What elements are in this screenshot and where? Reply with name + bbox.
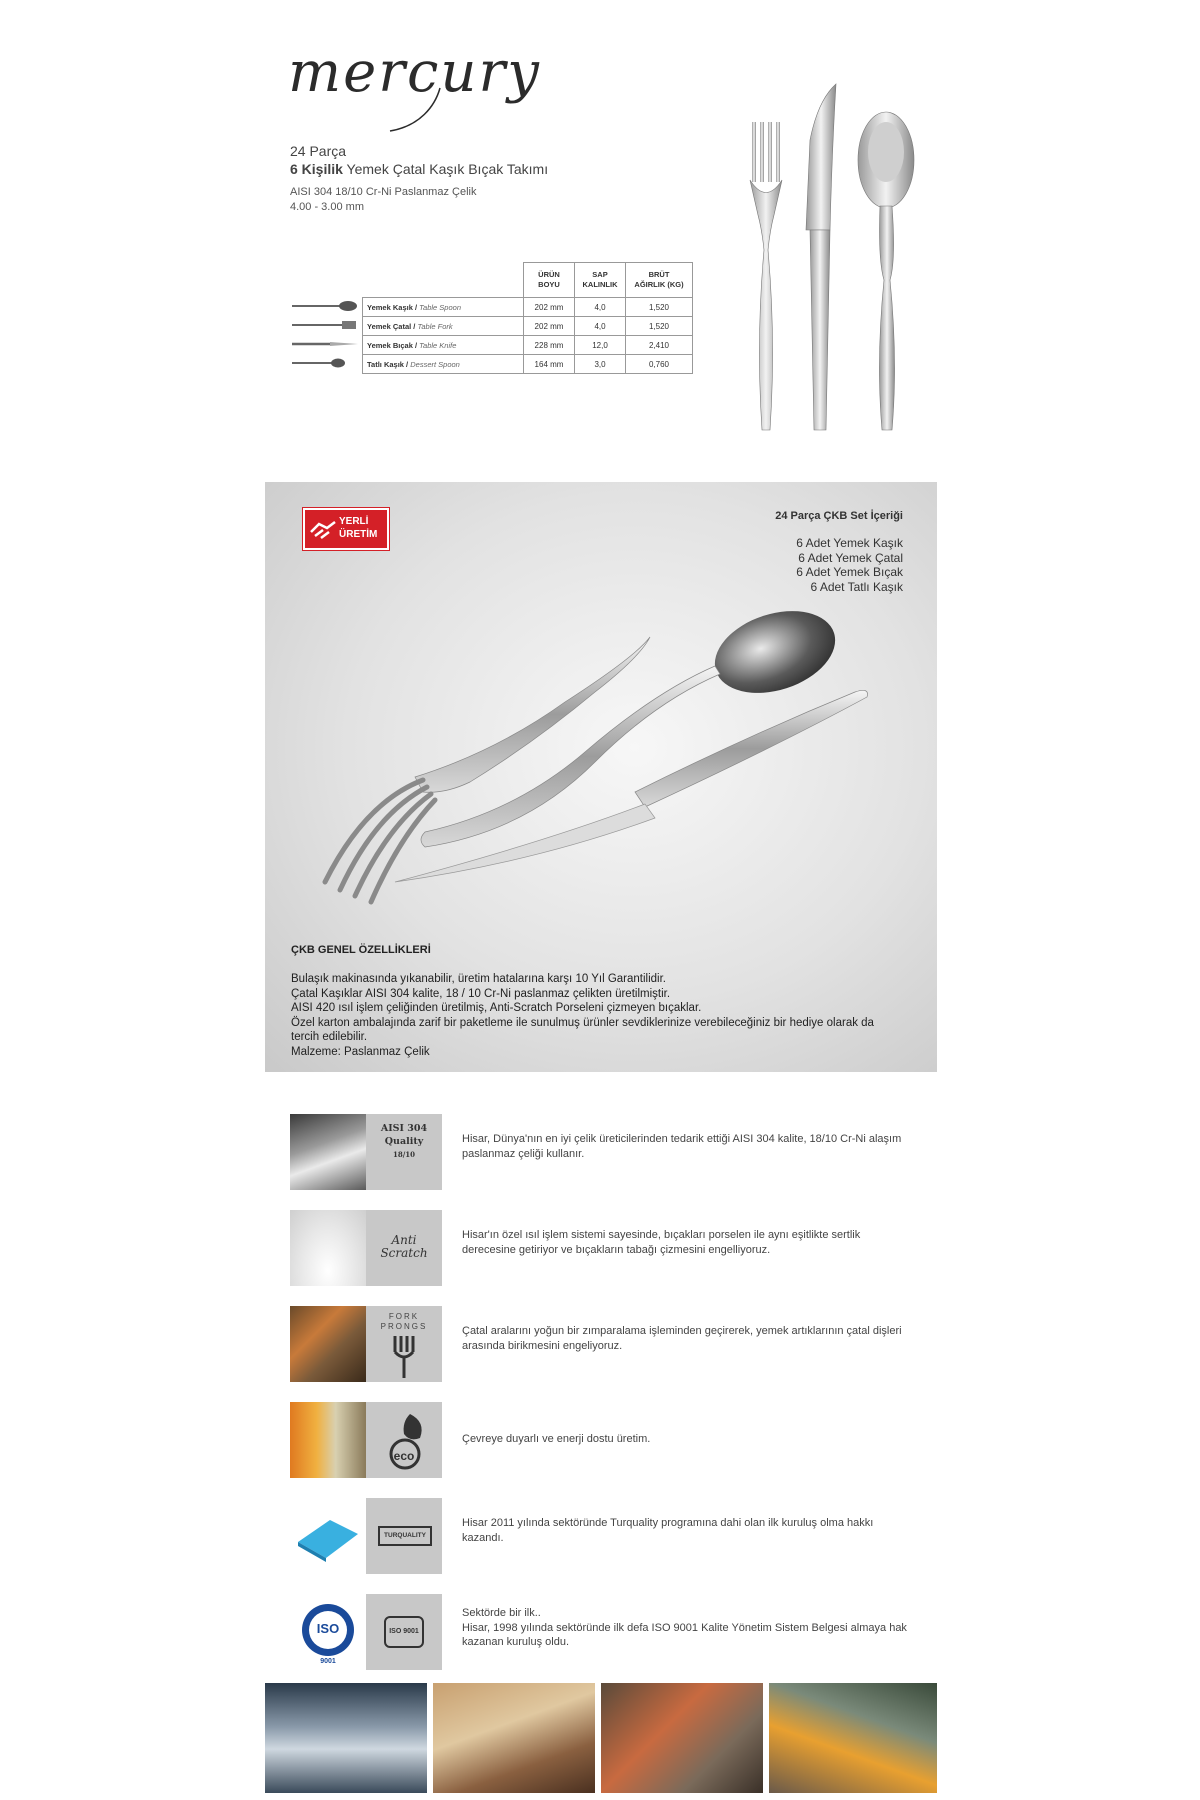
feature-text: Çevreye duyarlı ve enerji dostu üretim. [462,1433,651,1445]
cutlery-set-image [740,80,930,440]
iso9001-badge [366,1594,442,1670]
item-name-en: Dessert Spoon [410,359,460,369]
item-length: 164 mm [524,355,575,374]
item-name-tr: Yemek Çatal [367,321,412,331]
hero-fork-tines [325,780,435,902]
feature-line: Çatal Kaşıklar AISI 304 kalite, 18 / 10 Cr-Ni paslanmaz çelikten üretilmiştir. [291,987,671,1000]
hero-spoon-bowl [704,597,845,708]
factory-thumbnail [290,1306,366,1382]
feature-text: Çatal aralarını yoğun bir zımparalama işleminden geçirerek, yemek artıklarının çatal dişleri arasında birikmesini engeliyoruz. [462,1325,902,1352]
logo-swash [380,86,450,136]
item-name-tr: Tatlı Kaşık [367,359,404,369]
iso-seal-text: ISO [316,1621,340,1636]
features-list [291,972,891,1059]
badge-text: ISO 9001 [389,1628,419,1635]
hero-fork-handle [415,637,650,792]
fork-prongs-badge [366,1306,442,1382]
list-item: 6 Adet Yemek Bıçak [796,565,903,579]
handshake-icon [307,512,339,546]
table-row: Yemek Çatal / Table Fork 202 mm 4,0 1,520 [290,317,693,336]
badge-text: PRONGS [380,1322,428,1331]
feature-row-eco [290,1402,940,1478]
feature-text: Hisar, 1998 yılında sektöründe ilk defa ISO 9001 Kalite Yönetim Sistem Belgesi almaya hak kazanan kuruluş oldu. [462,1621,907,1648]
badge-line-1: YERLİ [339,516,369,527]
badge-text: eco [393,1449,415,1463]
material-spec: AISI 304 18/10 Cr-Ni Paslanmaz Çelik [290,186,477,198]
item-weight: 1,520 [626,317,693,336]
table-row: Yemek Kaşık / Table Spoon 202 mm 4,0 1,520 [290,298,693,317]
feature-row-turquality [290,1498,940,1574]
col-thickness-header: SAP KALINLIK [575,263,626,298]
item-name-tr: Yemek Bıçak [367,340,413,350]
fork-icon [290,318,360,332]
hero-cutlery-image [295,579,915,932]
iso-thumbnail [290,1594,366,1670]
item-length: 202 mm [524,298,575,317]
item-thickness: 3,0 [575,355,626,374]
local-production-badge [303,508,389,550]
anti-scratch-badge [366,1210,442,1286]
set-title [290,161,548,177]
piece-count: 24 Parça [290,143,347,159]
feature-line: Bulaşık makinasında yıkanabilir, üretim hatalarına karşı 10 Yıl Garantilidir. [291,973,666,985]
table-row: Tatlı Kaşık / Dessert Spoon 164 mm 3,0 0,760 [290,355,693,374]
item-thickness: 12,0 [575,336,626,355]
photo-machinery [601,1683,763,1793]
feature-text-block [462,1606,917,1650]
iso-seal-number: 9001 [320,1658,336,1665]
feature-text: Hisar, Dünya'nın en iyi çelik üreticilerinden tedarik ettiği AISI 304 kalite, 18/10 Cr-Ni alaşım paslanmaz çeliği kullanır. [462,1133,902,1160]
hero-spoon-handle [421,666,720,847]
turquality-thumbnail [290,1498,366,1574]
eco-badge [366,1402,442,1478]
badge-text: 18/10 [392,1150,416,1159]
badge-text: Quality [384,1136,424,1147]
thickness-spec: 4.00 - 3.00 mm [290,201,364,213]
badge-text: Scratch [380,1246,428,1260]
feature-row-anti-scratch [290,1210,940,1286]
item-name-tr: Yemek Kaşık [367,302,413,312]
fork-icon [392,1336,418,1378]
feature-row-fork-prongs [290,1306,940,1382]
col-weight-header: BRÜT AĞIRLIK (KG) [626,263,693,298]
packaging-thumbnail [290,1402,366,1478]
factory-photo-strip [265,1683,937,1793]
feature-line: Özel karton ambalajında zarif bir paketleme ile sunulmuş ürünler sevdiklerinize verebileceğiniz bir hediye olarak da tercih edilebilir. [291,1016,874,1043]
item-length: 228 mm [524,336,575,355]
item-name-en: Table Knife [419,340,457,350]
plate-thumbnail [290,1210,366,1286]
set-contents-title: 24 Parça ÇKB Set İçeriği [775,510,903,522]
spoon-image [858,112,914,430]
set-title-rest: Yemek Çatal Kaşık Bıçak Takımı [342,161,549,177]
badge-line-2: ÜRETİM [339,529,378,540]
feature-row-iso9001 [290,1594,940,1670]
turquality-badge [366,1498,442,1574]
photo-worker [433,1683,595,1793]
features-title: ÇKB GENEL ÖZELLİKLERİ [291,944,431,956]
aisi304-badge [366,1114,442,1190]
list-item: 6 Adet Yemek Çatal [798,550,903,565]
list-item: 6 Adet Yemek Kaşık [796,536,903,550]
feature-row-aisi304 [290,1114,940,1190]
brand-logo: mercury [288,40,541,105]
set-title-bold: 6 Kişilik [290,161,343,177]
turquality-card-icon [290,1498,366,1574]
photo-polishing [769,1683,937,1793]
item-weight: 0,760 [626,355,693,374]
item-name-en: Table Spoon [419,302,461,312]
knife-image [806,84,836,430]
spec-table [290,262,698,374]
list-item: 6 Adet Tatlı Kaşık [810,579,903,594]
feature-text-lead: Sektörde bir ilk.. [462,1607,541,1619]
col-length-header: ÜRÜN BOYU [524,263,575,298]
feature-text: Hisar'ın özel ısıl işlem sistemi sayesinde, bıçakları porselen ile aynı eşitlikte sertlik derecesine getiriyor ve bıçakların tabağı çizmesini engelliyoruz. [462,1229,861,1256]
knife-icon [290,337,360,351]
item-weight: 2,410 [626,336,693,355]
feature-line: AISI 420 ısıl işlem çeliğinden üretilmiş, Anti-Scratch Porseleni çizmeyen bıçaklar. [291,1002,702,1014]
item-thickness: 4,0 [575,317,626,336]
spoon-icon [290,299,360,313]
photo-cutlery-racks [265,1683,427,1793]
steel-thumbnail [290,1114,366,1190]
badge-text: Anti [391,1233,417,1247]
hero-panel [265,482,937,1072]
item-weight: 1,520 [626,298,693,317]
fork-image [750,122,782,430]
badge-text: AISI 304 [380,1123,428,1134]
badge-text: TURQUALITY [378,1526,432,1546]
badge-text: FORK [388,1312,420,1321]
item-thickness: 4,0 [575,298,626,317]
feature-text: Hisar 2011 yılında sektöründe Turquality programına dahi olan ilk kuruluş olma hakkı kazandı. [462,1517,874,1544]
item-length: 202 mm [524,317,575,336]
feature-line: Malzeme: Paslanmaz Çelik [291,1045,430,1058]
hero-knife-handle [635,690,868,807]
dessert-spoon-icon [290,356,360,370]
item-name-en: Table Fork [417,321,453,331]
table-row: Yemek Bıçak / Table Knife 228 mm 12,0 2,410 [290,336,693,355]
